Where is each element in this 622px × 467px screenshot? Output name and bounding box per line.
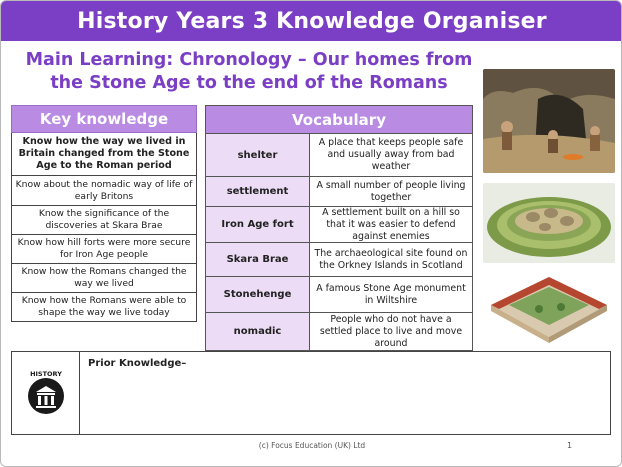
- vocab-term: settlement: [206, 177, 310, 206]
- vocab-term: Skara Brae: [206, 243, 310, 276]
- key-knowledge-item: Know about the nomadic way of life of early Britons: [12, 175, 196, 205]
- copyright-footer: (c) Focus Education (UK) Ltd: [258, 441, 366, 450]
- vocab-term: nomadic: [206, 313, 310, 350]
- page-number: 1: [567, 441, 573, 450]
- vocab-definition: A place that keeps people safe and usually away from bad weather: [318, 137, 464, 172]
- vocab-row-stonehenge: [206, 276, 472, 312]
- vocab-row-skara-brae: [206, 242, 472, 276]
- key-knowledge-list: [11, 133, 197, 322]
- vocab-row-nomadic: [206, 312, 472, 350]
- vocab-term: Iron Age fort: [206, 207, 310, 242]
- vocab-row-iron-age-fort: [206, 206, 472, 242]
- header-banner: [1, 1, 622, 41]
- key-knowledge-item: Know how the way we lived in Britain changed from the Stone Age to the Roman period: [18, 136, 190, 171]
- vocab-term: Stonehenge: [206, 277, 310, 312]
- vocab-row-shelter: [206, 134, 472, 176]
- prior-knowledge-label: Prior Knowledge–: [88, 358, 187, 369]
- page-title: History Years 3 Knowledge Organiser: [77, 8, 547, 34]
- vocab-definition: The archaeological site found on the Orkney Islands in Scotland: [314, 247, 468, 271]
- key-knowledge-item: Know how hill forts were more secure for Iron Age people: [12, 234, 196, 263]
- key-knowledge-panel: [11, 105, 197, 322]
- vocabulary-heading: Vocabulary: [206, 106, 472, 134]
- history-badge-text: HISTORY: [29, 370, 62, 378]
- iron-age-hill-fort-image: [483, 183, 615, 263]
- vocab-definition: A famous Stone Age monument in Wiltshire: [316, 282, 466, 306]
- history-badge-cell: [12, 352, 80, 434]
- main-learning-heading: [19, 49, 479, 95]
- vocab-definition: People who do not have a settled place to live and move around: [319, 313, 463, 349]
- main-learning-line-1: Main Learning: Chronology – Our homes from: [25, 50, 473, 70]
- main-learning-line-2: the Stone Age to the end of the Romans: [50, 73, 448, 93]
- key-knowledge-heading: Key knowledge: [11, 105, 197, 133]
- history-badge-icon: [24, 368, 68, 418]
- vocabulary-table: [205, 105, 473, 351]
- vocab-definition: A small number of people living together: [316, 179, 466, 203]
- roman-villa-image: [483, 271, 615, 345]
- vocab-row-settlement: [206, 176, 472, 206]
- key-knowledge-item: Know how the Romans were able to shape the way we live today: [12, 292, 196, 321]
- key-knowledge-item: Know the significance of the discoveries at Skara Brae: [12, 205, 196, 234]
- vocab-definition: A settlement built on a hill so that it was easier to defend against enemies: [322, 206, 460, 242]
- stone-age-cave-image: [483, 69, 615, 173]
- key-knowledge-item: Know how the Romans changed the way we lived: [12, 263, 196, 292]
- prior-knowledge-box: [11, 351, 611, 435]
- vocab-term: shelter: [206, 134, 310, 176]
